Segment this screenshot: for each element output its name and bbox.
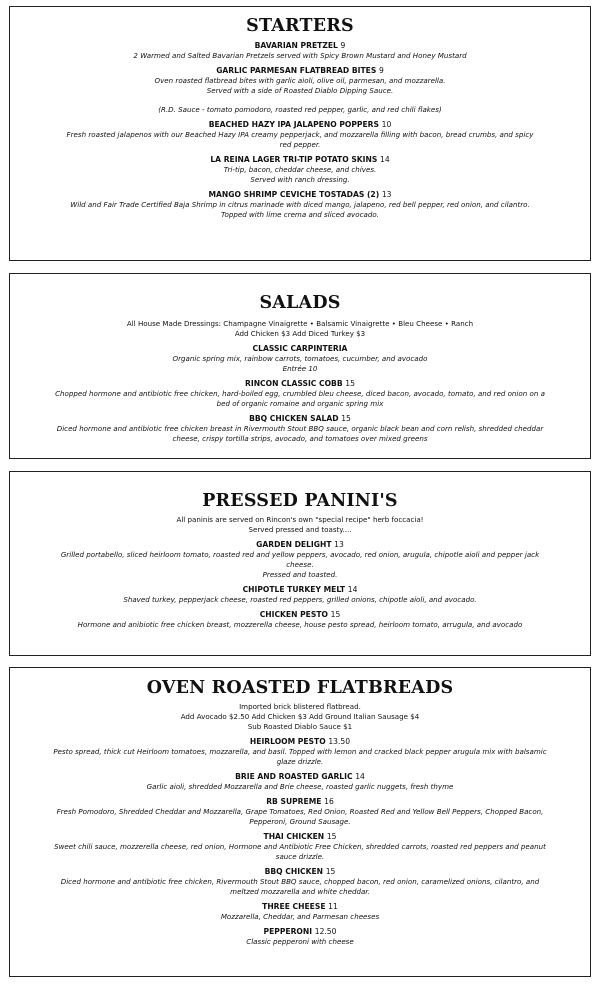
item-name-line	[20, 414, 580, 424]
item-name: LA REINA LAGER TRI-TIP POTATO SKINS	[210, 155, 378, 164]
item-name-line	[20, 902, 580, 912]
item-description: Oven roasted flatbread bites with garlic aioli, olive oil, parmesan, and mozzarella.	[154, 76, 446, 85]
item-name-line	[20, 540, 580, 550]
panini-note: All paninis are served on Rincon's own "special recipe" herb foccacia!	[176, 515, 424, 524]
item-description: Chopped hormone and antibiotic free chicken, hard-boiled egg, crumbled bleu cheese, diced bacon, avocado, tomato, and red onion on a	[55, 389, 545, 398]
item-name: RB SUPREME	[266, 797, 322, 806]
salads-items	[20, 344, 580, 444]
item-description: Diced hormone and antibiotic free chicken, Rivermouth Stout BBQ sauce, chopped bacon, red onion, caramelized onions, cilantro, and	[60, 877, 540, 886]
flatbreads-items	[20, 737, 580, 947]
item-description: meltzed mozzarella and white cheddar.	[230, 887, 370, 896]
menu-item	[20, 66, 580, 115]
item-name: CHIPOTLE TURKEY MELT	[242, 585, 346, 594]
item-description: bed of organic romaine and organic spring mix	[216, 399, 384, 408]
panini-items	[20, 540, 580, 630]
item-description: Grilled portabello, sliced heirloom tomato, roasted red and yellow peppers, avocado, red onion, arugula, chipotle aioli and pepper jack	[60, 550, 540, 559]
menu-item	[20, 867, 580, 897]
menu-item	[20, 414, 580, 444]
menu-item	[20, 927, 580, 947]
menu-item	[20, 737, 580, 767]
panini-section	[9, 471, 591, 656]
item-name-line	[20, 832, 580, 842]
item-name: BAVARIAN PRETZEL	[254, 41, 338, 50]
menu-item	[20, 190, 580, 220]
item-price: 10	[381, 120, 392, 129]
item-description: Organic spring mix, rainbow carrots, tomatoes, cucumber, and avocado	[172, 354, 428, 363]
item-description: sauce drizzle.	[275, 852, 325, 861]
flatbreads-note: Sub Roasted Diablo Sauce $1	[247, 722, 353, 731]
item-name: MANGO SHRIMP CEVICHE TOSTADAS (2)	[208, 190, 380, 199]
item-price: 14	[380, 155, 390, 164]
menu-item	[20, 540, 580, 580]
menu-item	[20, 902, 580, 922]
item-name-line	[20, 66, 580, 76]
menu-item	[20, 832, 580, 862]
item-description: Mozzarella, Cheddar, and Parmesan cheeses	[220, 912, 380, 921]
item-description: cheese.	[286, 560, 314, 569]
item-description: Wild and Fair Trade Certified Baja Shrimp in citrus marinade with diced mango, jalapeno, red bell pepper, red onion, and cilantro.	[70, 200, 530, 209]
item-price: 14	[347, 585, 358, 594]
item-price: 14	[355, 772, 365, 781]
item-description: 2 Warmed and Salted Bavarian Pretzels served with Spicy Brown Mustard and Honey Mustard	[133, 51, 467, 60]
section-title: STARTERS	[246, 16, 354, 36]
section-title: SALADS	[259, 293, 341, 313]
item-price: 15	[341, 414, 351, 423]
item-description: Served with ranch dressing.	[250, 175, 350, 184]
item-name: BEACHED HAZY IPA JALAPENO POPPERS	[208, 120, 379, 129]
item-price: 13	[334, 540, 344, 549]
item-description: Sweet chili sauce, mozzerella cheese, red onion, Hormone and Antibiotic Free Chicken, shredded carrots, roasted red peppers and peanut	[54, 842, 546, 851]
item-name: THREE CHEESE	[262, 902, 326, 911]
spacer	[20, 96, 580, 105]
item-description: Shaved turkey, pepperjack cheese, roasted red peppers, grilled onions, chipotle aioli, and avocado.	[123, 595, 477, 604]
item-price: 15	[345, 379, 355, 388]
starters-items	[20, 41, 580, 220]
item-description: Topped with lime crema and sliced avocado.	[221, 210, 379, 219]
section-title: PRESSED PANINI'S	[202, 491, 398, 511]
starters-section	[9, 6, 591, 261]
item-sauce-note: (R.D. Sauce - tomato pomodoro, roasted red pepper, garlic, and red chili flakes)	[158, 105, 442, 114]
panini-note: Served pressed and toasty....	[248, 525, 352, 534]
flatbreads-note: Add Avocado $2.50 Add Chicken $3 Add Ground Italian Sausage $4	[180, 712, 420, 721]
menu-item	[20, 344, 580, 374]
item-name: CLASSIC CARPINTERIA	[252, 344, 348, 353]
item-price: 16	[324, 797, 334, 806]
item-price: 13.50	[328, 737, 351, 746]
item-name-line	[20, 41, 580, 51]
item-name-line	[20, 585, 580, 595]
item-description: Hormone and anibiotic free chicken breast, mozzerella cheese, house pesto spread, heirloom tomato, arrugula, and avocado	[77, 620, 523, 629]
section-title: OVEN ROASTED FLATBREADS	[146, 678, 454, 698]
item-price: 11	[328, 902, 338, 911]
item-description: glaze drizzle.	[276, 757, 324, 766]
item-name-line	[20, 737, 580, 747]
item-price: 9	[340, 41, 346, 50]
item-name: GARDEN DELIGHT	[256, 540, 332, 549]
menu-item	[20, 772, 580, 792]
item-name-line	[20, 797, 580, 807]
item-description: Garlic aioli, shredded Mozzarella and Brie cheese, roasted garlic nuggets, fresh thyme	[146, 782, 454, 791]
item-name-line	[20, 190, 580, 200]
item-description: Entrée 10	[282, 364, 318, 373]
menu-item	[20, 585, 580, 605]
item-description: Tri-tip, bacon, cheddar cheese, and chives.	[223, 165, 377, 174]
item-name-line	[20, 344, 580, 354]
menu-item	[20, 797, 580, 827]
item-name-line	[20, 927, 580, 937]
item-name: RINCON CLASSIC COBB	[245, 379, 343, 388]
flatbreads-section	[9, 667, 591, 977]
menu-item	[20, 155, 580, 185]
menu-item	[20, 41, 580, 61]
menu-item	[20, 610, 580, 630]
item-description: Fresh roasted jalapenos with our Beached Hazy IPA creamy pepperjack, and mozzarella filling with bacon, bread crumbs, and spicy	[66, 130, 534, 139]
item-name: HEIRLOOM PESTO	[249, 737, 326, 746]
item-name: GARLIC PARMESAN FLATBREAD BITES	[216, 66, 377, 75]
item-price: 15	[326, 832, 337, 841]
item-description: Pepperoni, Ground Sausage.	[249, 817, 351, 826]
salads-note: All House Made Dressings: Champagne Vinaigrette • Balsamic Vinaigrette • Bleu Cheese • Ranch	[126, 319, 474, 328]
flatbreads-note: Imported brick blistered flatbread.	[239, 702, 361, 711]
salads-section	[9, 273, 591, 459]
item-description: cheese, crispy tortilla strips, avocado, and tomatoes over mixed greens	[172, 434, 428, 443]
item-name-line	[20, 120, 580, 130]
item-name: BRIE AND ROASTED GARLIC	[235, 772, 353, 781]
salads-note: Add Chicken $3 Add Diced Turkey $3	[234, 329, 366, 338]
item-price: 15	[325, 867, 336, 876]
item-description: Pressed and toasted.	[262, 570, 338, 579]
item-description: Classic pepperoni with cheese	[246, 937, 354, 946]
item-name: BBQ CHICKEN SALAD	[249, 414, 339, 423]
item-name: THAI CHICKEN	[263, 832, 325, 841]
item-price: 9	[378, 66, 384, 75]
item-description: Fresh Pomodoro, Shredded Cheddar and Mozzarella, Grape Tomatoes, Red Onion, Roasted Red and Yellow Bell Peppers, Chopped Bacon,	[56, 807, 544, 816]
item-description: Diced hormone and antibiotic free chicken breast in Rivermouth Stout BBQ sauce, organic black bean and corn relish, shredded cheddar	[56, 424, 544, 433]
item-name-line	[20, 867, 580, 877]
item-description: red pepper.	[279, 140, 321, 149]
item-description: Served with a side of Roasted Diablo Dipping Sauce.	[206, 86, 394, 95]
item-description: Pesto spread, thick cut Heirloom tomatoes, mozzarella, and basil. Topped with lemon and cracked black pepper arugula mix with balsamic	[53, 747, 547, 756]
item-name-line	[20, 155, 580, 165]
item-price: 12.50	[314, 927, 337, 936]
item-name-line	[20, 379, 580, 389]
menu-item	[20, 379, 580, 409]
item-name: CHICKEN PESTO	[259, 610, 328, 619]
item-name: PEPPERONI	[263, 927, 313, 936]
item-name-line	[20, 610, 580, 620]
menu-item	[20, 120, 580, 150]
item-name: BBQ CHICKEN	[264, 867, 324, 876]
item-price: 13	[381, 190, 392, 199]
item-name-line	[20, 772, 580, 782]
item-price: 15	[330, 610, 341, 619]
